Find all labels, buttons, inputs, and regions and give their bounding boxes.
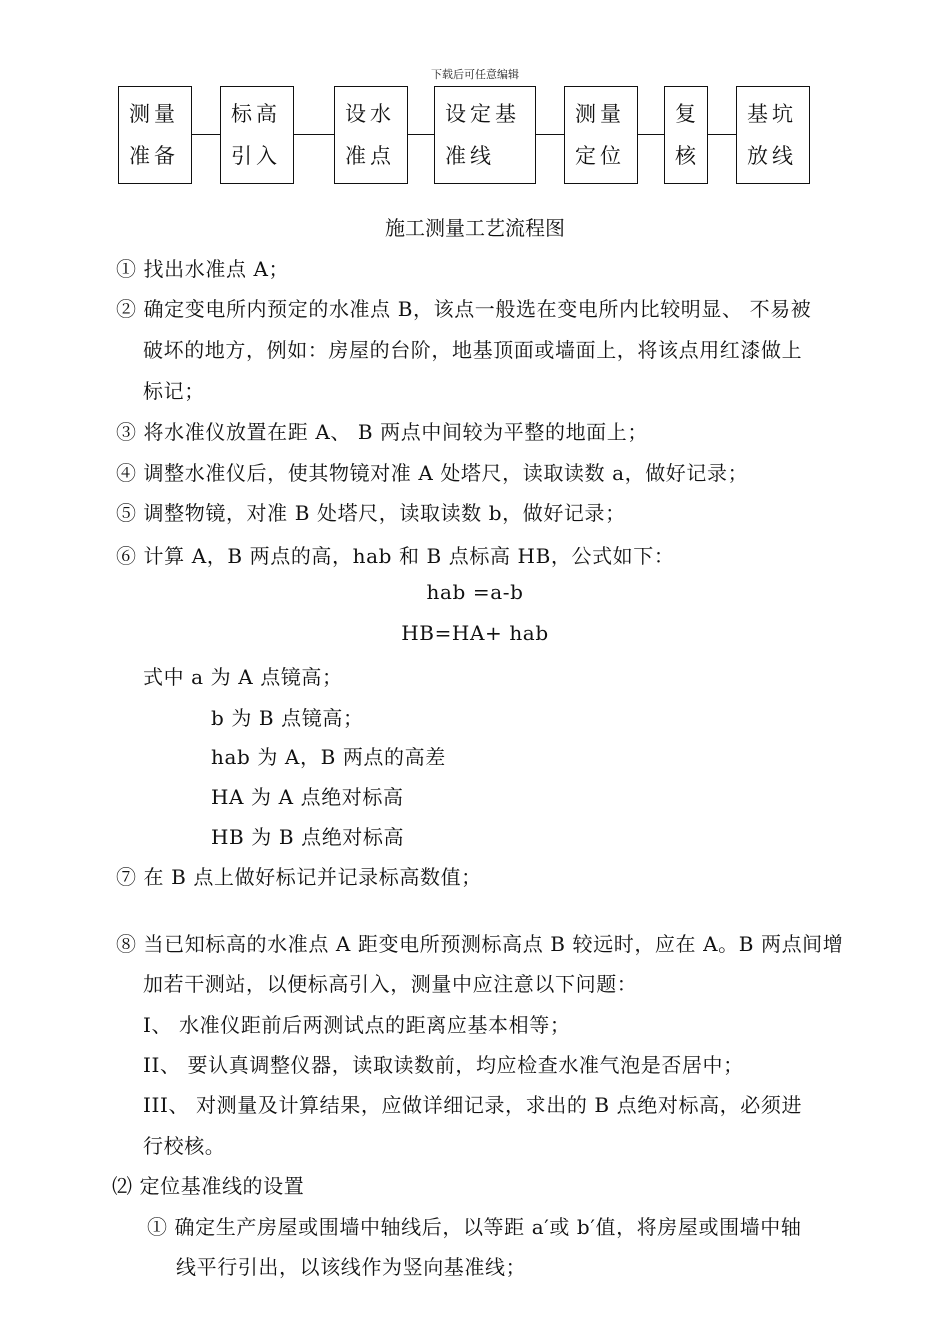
section-2-step-1-cont: 线平行引出，以该线作为竖向基准线； bbox=[176, 1255, 527, 1279]
step-2-text-cont: 标记； bbox=[143, 379, 205, 403]
flow-step-text: 设定基 bbox=[445, 102, 520, 126]
step-3-text: ③ 将水准仪放置在距 A、 B 两点中间较为平整的地面上； bbox=[116, 420, 648, 444]
step-1-text: ① 找出水准点 A； bbox=[116, 257, 290, 281]
formula-legend-item: HA 为 A 点绝对标高 bbox=[211, 785, 404, 809]
flow-step-text: 设水 bbox=[345, 102, 395, 126]
flow-step-text: 放线 bbox=[747, 144, 797, 168]
flow-connector bbox=[192, 134, 220, 135]
flow-step-survey-prep bbox=[118, 86, 192, 184]
formula-legend-item: b 为 B 点镜高； bbox=[211, 706, 364, 730]
note-1: Ⅰ、 水准仪距前后两测试点的距离应基本相等； bbox=[143, 1013, 571, 1037]
flowchart-caption: 施工测量工艺流程图 bbox=[385, 216, 565, 240]
process-flowchart bbox=[0, 86, 950, 188]
flow-step-text: 准备 bbox=[129, 144, 179, 168]
page-header: 下载后可任意编辑 bbox=[431, 68, 519, 81]
flow-step-elevation-intro bbox=[220, 86, 294, 184]
flow-step-set-level-point bbox=[334, 86, 408, 184]
note-3: III、 对测量及计算结果，应做详细记录，求出的 B 点绝对标高，必须进 bbox=[143, 1093, 803, 1117]
step-6-text: ⑥ 计算 A，B 两点的高，hab 和 B 点标高 HB，公式如下： bbox=[116, 544, 675, 568]
flow-step-text: 复 bbox=[675, 102, 700, 126]
formula-hab: hab =a-b bbox=[426, 580, 524, 604]
flow-step-text: 定位 bbox=[575, 144, 625, 168]
flow-step-set-baseline bbox=[434, 86, 536, 184]
flow-connector bbox=[408, 134, 434, 135]
flow-step-recheck bbox=[664, 86, 708, 184]
flow-step-text: 核 bbox=[675, 144, 700, 168]
flow-step-text: 引入 bbox=[231, 144, 281, 168]
formula-legend-item: HB 为 B 点绝对标高 bbox=[211, 825, 405, 849]
step-4-text: ④ 调整水准仪后，使其物镜对准 A 处塔尺，读取读数 a，做好记录； bbox=[116, 461, 749, 485]
flow-step-text: 测量 bbox=[129, 102, 179, 126]
flow-step-text: 准点 bbox=[345, 144, 395, 168]
note-2: II、 要认真调整仪器，读取读数前，均应检查水准气泡是否居中； bbox=[143, 1053, 744, 1077]
flow-connector bbox=[708, 134, 736, 135]
flow-step-text: 标高 bbox=[231, 102, 281, 126]
flow-connector bbox=[294, 134, 334, 135]
flow-step-text: 测量 bbox=[575, 102, 625, 126]
step-5-text: ⑤ 调整物镜，对准 B 处塔尺，读取读数 b，做好记录； bbox=[116, 501, 626, 525]
formula-hb: HB=HA+ hab bbox=[401, 621, 549, 645]
step-2-text-cont: 破坏的地方，例如：房屋的台阶，地基顶面或墙面上，将该点用红漆做上 bbox=[143, 338, 803, 362]
flow-step-text: 基坑 bbox=[747, 102, 797, 126]
formula-legend: 式中 a 为 A 点镜高； bbox=[143, 665, 343, 689]
section-2-step-1: ① 确定生产房屋或围墙中轴线后，以等距 a′或 b′值，将房屋或围墙中轴 bbox=[147, 1215, 802, 1239]
step-8-text-cont: 加若干测站，以便标高引入，测量中应注意以下问题： bbox=[143, 972, 638, 996]
flow-step-text: 准线 bbox=[445, 144, 495, 168]
flow-step-survey-positioning bbox=[564, 86, 638, 184]
step-2-text: ② 确定变电所内预定的水准点 B，该点一般选在变电所内比较明显、 不易被 bbox=[116, 297, 812, 321]
flow-connector bbox=[638, 134, 664, 135]
note-3-cont: 行校核。 bbox=[143, 1134, 226, 1158]
formula-legend-item: hab 为 A，B 两点的高差 bbox=[211, 745, 446, 769]
step-8-text: ⑧ 当已知标高的水准点 A 距变电所预测标高点 B 较远时，应在 A。B 两点间增 bbox=[116, 932, 844, 956]
section-2-heading: ⑵ 定位基准线的设置 bbox=[112, 1174, 305, 1198]
flow-connector bbox=[536, 134, 564, 135]
flow-step-pit-layout bbox=[736, 86, 810, 184]
step-7-text: ⑦ 在 B 点上做好标记并记录标高数值； bbox=[116, 865, 482, 889]
